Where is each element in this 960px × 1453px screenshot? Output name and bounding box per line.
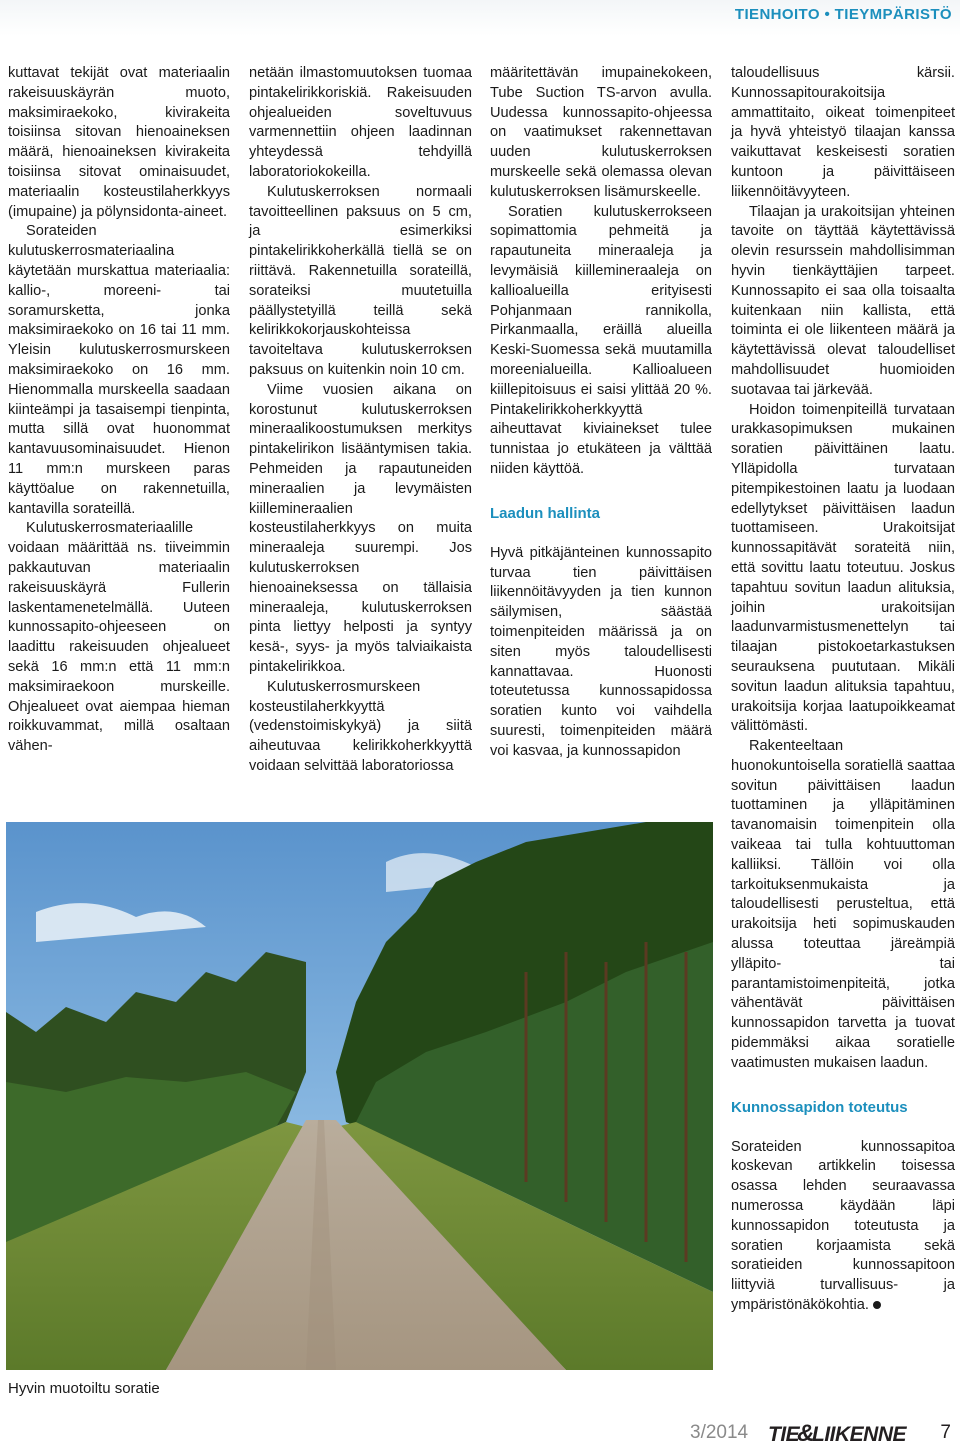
- paragraph: Hyvä pitkäjänteinen kunnossapito turvaa tien päivittäisen liikennöitävyyden ja tien kunnon säilymisen, säästää toimenpiteiden määrissä ja on siten myös taloudellisesti kannattavaa. Huonosti toteutetussa kunnossapidossa soratien kunto voi vaihdella suuresti, toimenpiteiden määrä voi kasvaa, ja kunnossapidon: [490, 544, 712, 759]
- end-mark-icon: [873, 1301, 881, 1309]
- article-column-4: [731, 64, 955, 1316]
- subheading-quality: Laadun hallinta: [490, 504, 601, 522]
- paragraph: Kulutuskerroksen normaali tavoitteellinen paksuus on 5 cm, ja esimerkiksi pintakelirikkoherkällä tiellä se on riittävä. Rakennetuilla sorateillä, sorateiksi muutetuilla päällystetyillä teillä sekä kelirikkokorjauskohteissa tavoiteltava kulutuskerroksen paksuus on kuitenkin noin 10 cm.: [249, 183, 472, 378]
- logo-ampersand: &: [797, 1420, 815, 1447]
- paragraph: netään ilmastomuutoksen tuomaa pintakelirikkoriskiä. Rakeisuuden ohjealueiden soveltuvuus varmennettiin ohjeen laadinnan yhteydessä tehdyillä laboratoriokokeilla.: [249, 65, 472, 180]
- logo-part-1: TIE: [768, 1423, 800, 1446]
- logo-part-2: LIIKENNE: [812, 1423, 907, 1446]
- paragraph: Kulutuskerrosmurskeen kosteustilaherkkyyttä (vedenstoimiskykyä) ja siitä aiheutuvaa kelirikkoherkkyyttä voidaan selvittää laboratoriossa: [249, 678, 472, 774]
- magazine-logo: [768, 1420, 906, 1448]
- paragraph: Rakenteeltaan huonokuntoisella soratiellä saattaa sovitun päivittäisen laadun tuottaminen ja ylläpitäminen tavanomaisin toimenpitein olla vaikeaa tai tulla kohtuuttoman kalliiksi. Tällöin voi olla tarkoituksenmukaista ja taloudellisesti perusteltua, että urakoitsija heti sopimuskauden alussa toteuttaa järeämpiä ylläpito- tai parantamistoimenpiteitä, jotka vähentävät päivittäisen kunnossapidon tarvetta ja tuovat pidemmäksi aikaa soratielle vaatimusten mukaisen laadun.: [731, 738, 955, 1071]
- paragraph: Hoidon toimenpiteillä turvataan urakkasopimuksen mukainen soratien päivittäinen laatu. Ylläpidolla turvataan pitempikestoinen laatu ja luodaan edellytykset päivittäisen laadun tuottamiseen. Urakoitsijat kunnossapitävät sorateitä niin, että sovittu laatu toteutuu. Joskus tapahtuu sovitun laadun alituksia, joihin urakoitsijan laadunvarmistusmenettelyn tai tilaajan pistokoetarkastuksen seurauksena puututaan. Mikäli sovitun laadun alituksia tapahtuu, urakoitsija korjaa laatupoikkeamat välittömästi.: [731, 401, 955, 735]
- section-header: TIENHOITO • TIEYMPÄRISTÖ: [734, 6, 952, 23]
- paragraph-final: [731, 1138, 955, 1316]
- photo-caption: Hyvin muotoiltu soratie: [8, 1380, 160, 1397]
- paragraph: Sorateiden kulutuskerrosmateriaalina käytetään murskattua materiaalia: kallio-, moreeni- tai soramursketta, jonka maksimiraekoko on 16 tai 11 mm. Yleisin kulutuskerrosmurskeen maksimiraekoko on 16 mm. Hienommalla murskeella saadaan kiinteämpi ja tasaisempi tienpinta, mutta sillä ovat huonommat kantavuusominaisuudet. Hienon 11 mm:n murskeen paras käyttöalue on rakennetuilla, kantavilla sorateillä.: [8, 223, 230, 517]
- paragraph: määritettävän imupainekokeen, Tube Suction TS-arvon avulla. Uudessa kunnossapito-ohjeessa on vaatimukset rakennettavan uuden kulutuskerroksen murskeelle sekä olemassa olevan kulutuskerroksen lisämurskeelle.: [490, 65, 712, 200]
- paragraph: kuttavat tekijät ovat materiaalin rakeisuuskäyrän muoto, maksimiraekoko, kivirakeita toisiinsa sitovan hienoaineksen määrä, hienoaineksen kivirakeita toisiinsa sitovat ominaisuudet, materiaalin kosteustilaherkkyys (imupaine) ja pölynsidonta-aineet.: [8, 65, 230, 220]
- paragraph: taloudellisuus kärsii. Kunnossapitourakoitsija ammattitaito, oikeat toimenpiteet ja hyvä yhteistyö tilaajan kanssa vaikuttavat keskeisesti soratien kuntoon ja päivittäiseen liikennöitävyyteen.: [731, 65, 955, 200]
- paragraph: Kulutuskerrosmateriaalille voidaan määrittää ns. tiiveimmin pakkautuvan materiaalin rakeisuuskäyrä Fullerin laskentamenetelmällä. Uuteen kunnossapito-ohjeeseen on laadittu rakeisuuden ohjealueet sekä 16 mm:n että 11 mm:n maksimiraekoon murskeille. Ohjealueet ovat aiempaa hieman roikkuvammat, millä osaltaan vähen-: [8, 520, 230, 755]
- paragraph: Viime vuosien aikana on korostunut kulutuskerroksen mineraalikoostumuksen merkitys pintakelirikon lisääntymisen takia. Pehmeiden ja rapautuneiden mineraalien ja levymäisten kiillemineraalien kosteustilaherkkyys on muita mineraaleja suurempi. Jos kulutuskerroksen hienoaineksessa on tällaisia mineraaleja, kulutuskerroksen pinta liettyy helposti ja syntyy kesä-, syys- ja myös talviaikaista pintakelirikkoa.: [249, 381, 472, 675]
- article-column-1: [8, 64, 230, 757]
- paragraph: Soratien kulutuskerrokseen sopimattomia pehmeitä ja rapautuneita mineraaleja ja levymäisiä kiillemineraaleja on kallioalueilla erityisesti Pohjanmaan rannikolla, Pirkanmaalla, eräillä alueilla Keski-Suomessa sekä muutamilla moreenialueilla. Kallioalueen kiillepitoisuus ei saisi ylittää 20 %. Pintakelirikkoherkkyyttä aiheuttavat kiviainekset tulee tunnistaa jo etukäteen ja välttää niiden käyttöä.: [490, 203, 712, 477]
- issue-number: 3/2014: [690, 1422, 749, 1443]
- road-photo-illustration: [6, 822, 713, 1370]
- paragraph-final-text: Sorateiden kunnossapitoa koskevan artikkelin toisessa osassa lehden seuraavassa numerossa käydään läpi kunnossapidon toteutusta ja soratien korjaamista sekä soratieiden kunnossapitoon liittyviä turvallisuus- ja ympäristönäkökohtia.: [731, 1138, 955, 1314]
- road-photo: [6, 822, 713, 1370]
- paragraph: Tilaajan ja urakoitsijan yhteinen tavoite on täyttää käytettävissä olevin resurssein mahdollisimman hyvin tienkäyttäjien tarpeet. Kunnossapito ei saa olla toisaalta kuitenkaan niin kallista, että toiminta ei ole liikenteen määrä ja käytettävissä olevat taloudelliset mahdollisuudet huomioiden suotavaa tai järkevää.: [731, 203, 955, 398]
- subheading-implementation: Kunnossapidon toteutus: [731, 1098, 908, 1116]
- article-column-2: [249, 64, 472, 777]
- page-number: 7: [940, 1422, 951, 1443]
- page-footer: [690, 1420, 955, 1446]
- article-column-3: [490, 64, 712, 762]
